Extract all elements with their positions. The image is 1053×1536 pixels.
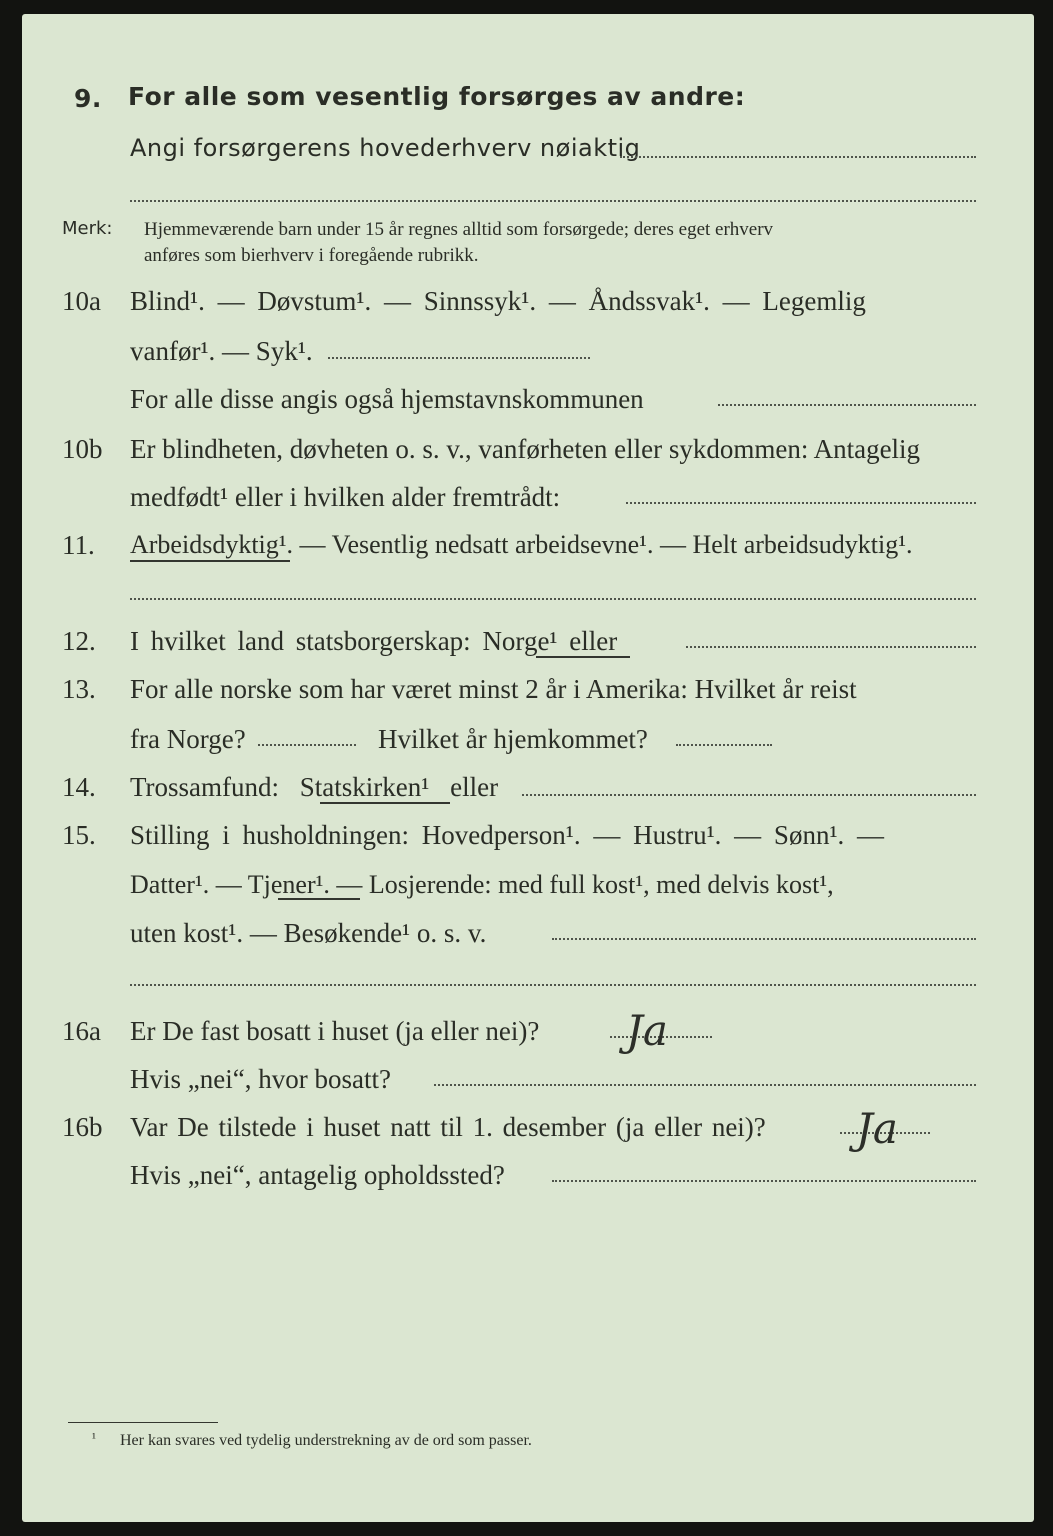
q14-number: 14. [62, 772, 96, 802]
q16a-line2: Hvis „nei“, hvor bosatt? [130, 1064, 391, 1094]
q13-year-left-line[interactable] [258, 744, 356, 746]
footnote-text: Her kan svares ved tydelig understrekning av de ord som passer. [120, 1432, 532, 1449]
merk-line2: anføres som bierhverv i foregående rubrikk. [144, 245, 479, 266]
q16a-number: 16a [62, 1016, 101, 1046]
q16b-whereabouts-line[interactable] [552, 1180, 976, 1182]
q16b-line2: Hvis „nei“, antagelig opholdssted? [130, 1160, 505, 1190]
q10a-line1: Blind¹. — Døvstum¹. — Sinnssyk¹. — Åndssvak¹. — Legemlig [130, 286, 866, 316]
q10b-line2: medfødt¹ eller i hvilken alder fremtrådt: [130, 482, 561, 512]
q14-other-faith-line[interactable] [522, 794, 976, 796]
q13-line1: For alle norske som har været minst 2 år i Amerika: Hvilket år reist [130, 674, 857, 704]
q16a-line1: Er De fast bosatt i huset (ja eller nei)? [130, 1016, 540, 1046]
q13-line2a: fra Norge? [130, 724, 246, 754]
q12-handwritten-underline [536, 656, 630, 658]
q15-line3: uten kost¹. — Besøkende¹ o. s. v. [130, 918, 487, 948]
q15-line1: Stilling i husholdningen: Hovedperson¹. — Hustru¹. — Sønn¹. — [130, 820, 885, 850]
q13-year-returned-line[interactable] [676, 744, 772, 746]
q12-number: 12. [62, 626, 96, 656]
footnote-mark: ¹ [92, 1430, 96, 1445]
q16b-line1: Var De tilstede i huset natt til 1. desember (ja eller nei)? [130, 1112, 766, 1142]
q12-line1: I hvilket land statsborgerskap: Norge¹ eller [130, 626, 618, 656]
q11-line1: Arbeidsdyktig¹. — Vesentlig nedsatt arbeidsevne¹. — Helt arbeidsudyktig¹. [130, 530, 913, 559]
q14-line1: Trossamfund: Statskirken¹ eller [130, 772, 499, 802]
footnote-rule [68, 1422, 218, 1423]
q9-line1: For alle som vesentlig forsørges av andre: [128, 82, 746, 111]
q16a-handwritten-answer: Ja [626, 1006, 668, 1055]
q10a-home-municipality-line[interactable] [718, 404, 976, 406]
q11-answer-line[interactable] [130, 598, 976, 600]
q10b-number: 10b [62, 434, 103, 464]
q16a-residence-line[interactable] [434, 1084, 976, 1086]
q11-handwritten-underline [130, 560, 290, 562]
q16b-handwritten-answer: Ja [856, 1104, 898, 1153]
q15-number: 15. [62, 820, 96, 850]
q10a-number: 10a [62, 286, 101, 316]
q15-answer-line-2[interactable] [130, 984, 976, 986]
q9-line2: Angi forsørgerens hovederhverv nøiaktig [130, 134, 641, 162]
q10a-line2: vanfør¹. — Syk¹. [130, 336, 313, 366]
merk-label: Merk: [62, 218, 113, 239]
q13-line2b: Hvilket år hjemkommet? [378, 724, 648, 754]
q16b-number: 16b [62, 1112, 103, 1142]
q9-answer-line-2[interactable] [130, 200, 976, 202]
q10a-sickness-line[interactable] [328, 357, 590, 359]
q9-number: 9. [74, 84, 102, 113]
q10b-line1: Er blindheten, døvheten o. s. v., vanførheten eller sykdommen: Antagelig [130, 434, 921, 464]
q9-answer-line[interactable] [620, 156, 976, 158]
census-form-page [22, 14, 1034, 1522]
q10a-line3: For alle disse angis også hjemstavnskommunen [130, 384, 644, 414]
q13-number: 13. [62, 674, 96, 704]
q15-handwritten-underline [278, 898, 360, 900]
q15-line2: Datter¹. — Tjener¹. — Losjerende: med full kost¹, med delvis kost¹, [130, 870, 834, 899]
merk-line1: Hjemmeværende barn under 15 år regnes alltid som forsørgede; deres eget erhverv [144, 219, 774, 240]
q15-answer-line[interactable] [552, 938, 976, 940]
q14-handwritten-underline [320, 802, 450, 804]
q11-number: 11. [62, 530, 95, 560]
q12-other-country-line[interactable] [686, 646, 976, 648]
q10b-age-line[interactable] [626, 502, 976, 504]
